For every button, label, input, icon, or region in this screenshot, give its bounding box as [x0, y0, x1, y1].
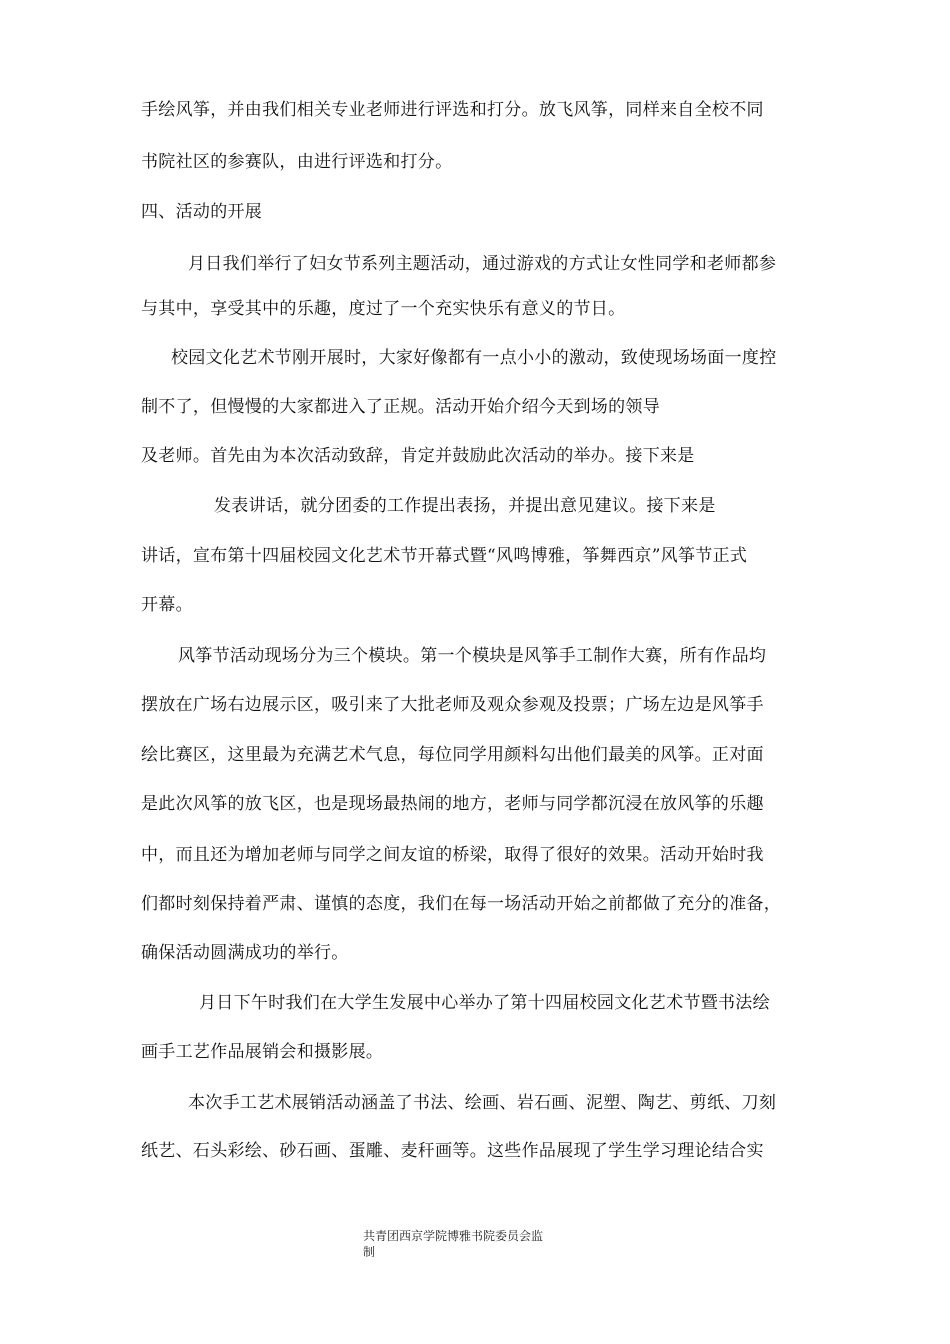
text-line: 绘比赛区，这里最为充满艺术气息，每位同学用颜料勾出他们最美的风筝。正对面 [141, 745, 764, 765]
footer-text: 制 [363, 1245, 376, 1259]
text-line: 风筝节活动现场分为三个模块。第一个模块是风筝手工制作大赛，所有作品均 [178, 646, 767, 666]
text-line: 开幕。 [141, 595, 193, 615]
text-line: 中，而且还为增加老师与同学之间友谊的桥梁，取得了很好的效果。活动开始时我 [141, 845, 764, 865]
text-line: 校园文化艺术节刚开展时，大家好像都有一点小小的激动，致使现场场面一度控 [171, 348, 777, 368]
text-line: 讲话，宣布第十四届校园文化艺术节开幕式暨“风鸣博雅，筝舞西京”风筝节正式 [141, 546, 748, 566]
text-line: 月日下午时我们在大学生发展中心举办了第十四届校园文化艺术节暨书法绘 [199, 993, 770, 1013]
text-line: 本次手工艺术展销活动涵盖了书法、绘画、岩石画、泥塑、陶艺、剪纸、刀刻 [188, 1093, 777, 1113]
text-line: 纸艺、石头彩绘、砂石画、蛋雕、麦秆画等。这些作品展现了学生学习理论结合实 [141, 1141, 764, 1161]
text-line: 摆放在广场右边展示区，吸引来了大批老师及观众参观及投票；广场左边是风筝手 [141, 695, 764, 715]
text-line: 与其中，享受其中的乐趣，度过了一个充实快乐有意义的节日。 [141, 299, 626, 319]
section-heading: 四、活动的开展 [141, 202, 263, 222]
text-line: 制不了，但慢慢的大家都进入了正规。活动开始介绍今天到场的领导 [141, 397, 660, 417]
text-line: 发表讲话，就分团委的工作提出表扬，并提出意见建议。接下来是 [214, 496, 716, 516]
text-line: 画手工艺作品展销会和摄影展。 [141, 1042, 384, 1062]
text-line: 手绘风筝，并由我们相关专业老师进行评选和打分。放飞风筝，同样来自全校不同 [141, 100, 764, 120]
text-line: 书院社区的参赛队，由进行评选和打分。 [141, 152, 453, 172]
text-line: 们都时刻保持着严肃、谨慎的态度，我们在每一场活动开始之前都做了充分的准备， [141, 894, 782, 914]
text-line: 是此次风筝的放飞区，也是现场最热闹的地方，老师与同学都沉浸在放风筝的乐趣 [141, 794, 764, 814]
text-line: 及老师。首先由为本次活动致辞，肯定并鼓励此次活动的举办。接下来是 [141, 446, 695, 466]
text-line: 月日我们举行了妇女节系列主题活动，通过游戏的方式让女性同学和老师都参 [188, 254, 777, 274]
text-line: 确保活动圆满成功的举行。 [141, 943, 349, 963]
footer-text: 共青团西京学院博雅书院委员会监 [363, 1229, 544, 1243]
